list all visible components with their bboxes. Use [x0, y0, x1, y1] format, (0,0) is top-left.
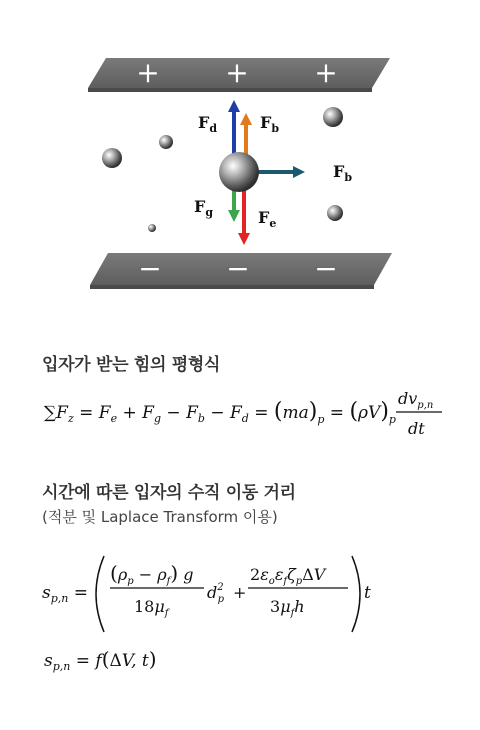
svg-text:2εoεfζpΔV: $2\varepsilon_o\varepsilon_f\zeta_p\Delta V$	[250, 565, 326, 587]
svg-text:dvp,n: $dv_{p,n}$	[398, 389, 434, 411]
minus-sign: −	[138, 252, 162, 285]
negative-plate	[90, 252, 392, 289]
plus-sign: +	[314, 56, 338, 89]
svg-text:18μf: $18\mu_f$	[134, 597, 169, 619]
particle	[102, 148, 122, 168]
displacement-subtitle: (적분 및 Laplace Transform 이용)	[42, 508, 278, 526]
fd-label: $F_d$	[198, 113, 218, 135]
particle	[323, 107, 343, 127]
minus-sign: −	[226, 252, 250, 285]
force-balance-equation	[44, 389, 442, 438]
svg-text:3μfh: $3\mu_fh$	[270, 597, 305, 619]
svg-text:sp,n = f(ΔV, t): $s_{p,n} = f(\Delta V$, t)	[44, 647, 157, 673]
displacement-title: 시간에 따른 입자의 수직 이동 거리	[42, 483, 296, 503]
fb-up-arrowhead	[240, 113, 252, 125]
particle	[159, 135, 173, 149]
displacement-function	[44, 647, 157, 673]
minus-sign: −	[314, 252, 338, 285]
fb-up-label: $F_b$	[260, 113, 280, 135]
main-particle	[219, 152, 259, 192]
svg-text:sp,n =: $s_{p,n}$ =	[42, 583, 89, 605]
fb-right-label: $F_b$	[333, 162, 353, 184]
force-balance-title: 입자가 받는 힘의 평형식	[42, 355, 221, 375]
plus-sign: +	[136, 56, 160, 89]
particle	[148, 224, 156, 232]
fe-arrowhead	[238, 233, 250, 245]
fb-right-arrowhead	[293, 166, 305, 178]
svg-text:d2p: $d^2$ p	[207, 582, 225, 605]
fd-arrowhead	[228, 100, 240, 112]
positive-plate	[88, 56, 390, 92]
svg-text:t: t	[364, 583, 371, 603]
svg-text:+: +	[233, 583, 247, 602]
svg-text:∑Fz = Fe + Fg − Fb − Fd = (ma): $\sum F_z = F_e + F_g - F_b - F_d = (ma)_p = (\rho V)_p$	[44, 399, 396, 426]
plus-sign: +	[225, 56, 249, 89]
svg-text:(ρp − ρf) g: $(\rho_p - \rho_f)$ g	[110, 561, 194, 587]
svg-text:dt: dt	[408, 419, 425, 438]
fg-label: $F_g$	[194, 197, 214, 219]
particle	[327, 205, 343, 221]
fe-label: $F_e$	[258, 208, 277, 230]
displacement-equation	[42, 556, 371, 632]
fg-arrowhead	[228, 210, 240, 222]
